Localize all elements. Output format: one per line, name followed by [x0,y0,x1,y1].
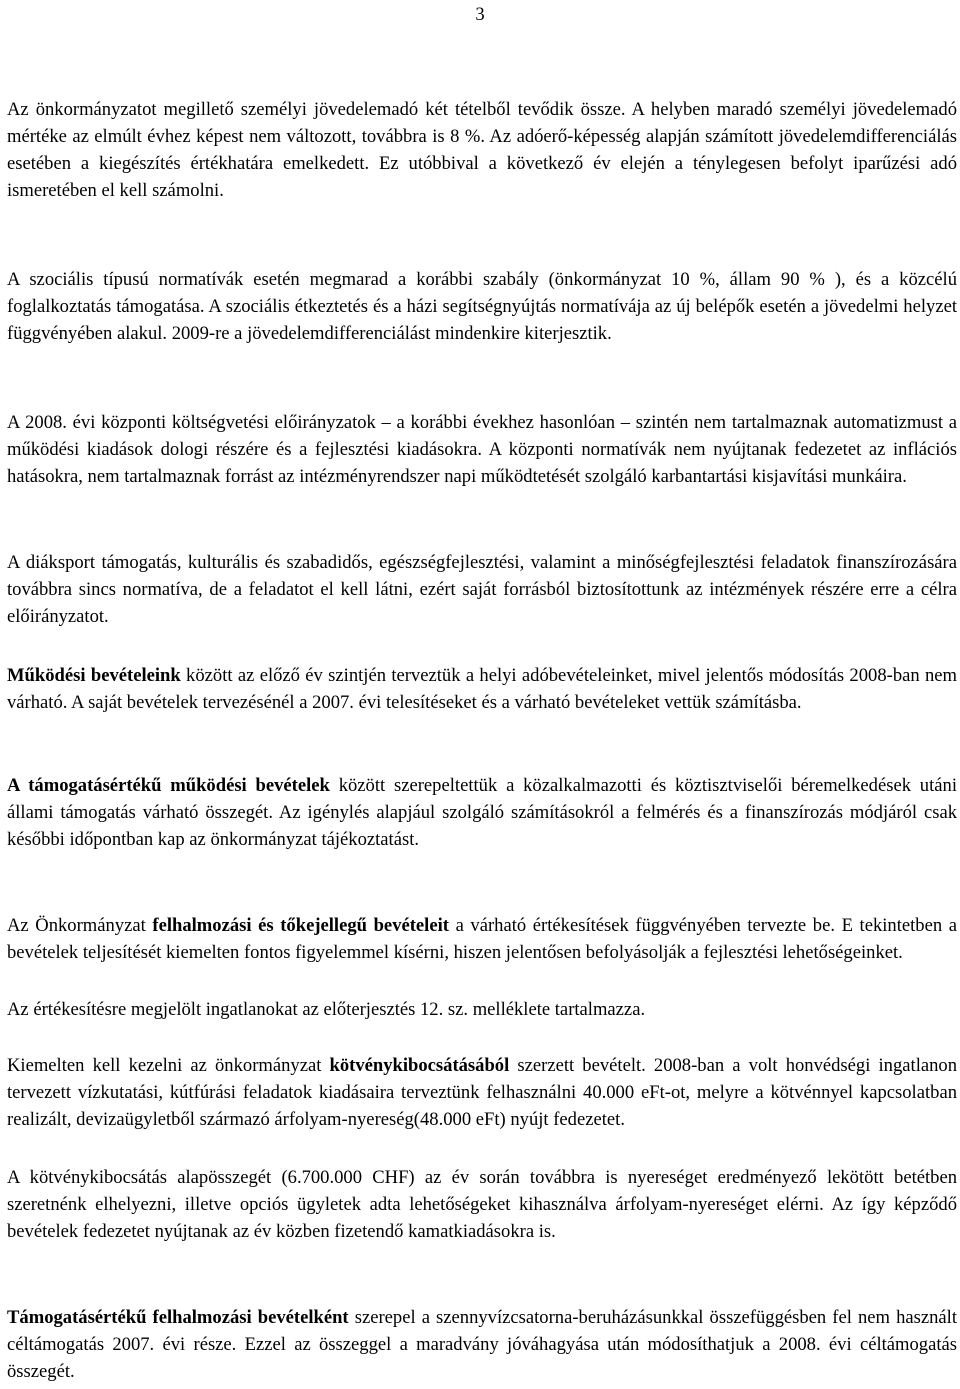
paragraph-szocialis-normativak [7,266,957,347]
paragraph-text: szerzett bevételt. 2008-ban a volt honvédségi ingatlanon tervezett vízkutatási, kútfúrási feladatok kiadásaira terveztünk felhasználni 40.000 eFt-ot, melyre a kötvénnyel kapcsolatban realizált, devizaügyletből származó árfolyam-nyereség(48.000 eFt) nyújt fedezetet. [7,1055,957,1130]
bold-term: Támogatásértékű felhalmozási bevételként [7,1307,349,1328]
paragraph-kotvenykibocsatas [7,1052,957,1133]
paragraph-kozponti-eloiranyzatok [7,409,957,490]
paragraph-text: A kötvénykibocsátás alapösszegét (6.700.000 CHF) az év során továbbra is nyereséget eredményező lekötött betétben szeretnénk elhelyezni, illetve opciós ügyletek adta lehetőségeket kihasználva árfolyam-nyereséget elérni. Az így képződő bevételek fedezetet nyújtanak az év közben fizetendő kamatkiadásokra is. [7,1167,957,1242]
bold-term: kötvénykibocsátásából [329,1055,510,1076]
paragraph-text: A 2008. évi központi költségvetési előirányzatok – a korábbi évekhez hasonlóan – szintén nem tartalmaznak automatizmust a működési kiadások dologi részére és a fejlesztési kiadásokra. A központi normatívák nem nyújtanak fedezetet az inflációs hatásokra, nem tartalmaznak forrást az intézményrendszer napi működtetését szolgáló karbantartási kisjavítási munkáira. [7,412,957,487]
bold-term: A támogatásértékű működési bevételek [7,775,330,796]
paragraph-tamogatasertekű-felhalmozasi [7,1304,957,1385]
paragraph-tamogatasertekű-mukodesi [7,772,957,853]
paragraph-text: Kiemelten kell kezelni az önkormányzat [7,1055,330,1076]
paragraph-mukodesi-bevetelek [7,662,957,716]
paragraph-text: A diáksport támogatás, kulturális és szabadidős, egészségfejlesztési, valamint a minőségfejlesztési feladatok finanszírozására továbbra sincs normatíva, de a feladatot el kell látni, ezért saját forrásból biztosítottunk az intézmények részére erre a célra előirányzatot. [7,552,957,627]
bold-term: felhalmozási és tőkejellegű bevételeit [152,915,449,936]
paragraph-text: között az előző év szintjén terveztük a helyi adóbevételeinket, mivel jelentős módosítás 2008-ban nem várható. A saját bevételek tervezésénél a 2007. évi telesítéseket és a várható bevételeket vettük számításba. [7,665,958,713]
paragraph-szja [7,96,957,204]
paragraph-text: Az önkormányzatot megillető személyi jövedelemadó két tételből tevődik össze. A helyben maradó személyi jövedelemadó mértéke az elmúlt évhez képest nem változott, továbbra is 8 %. Az adóerő-képesség alapján számított jövedelemdifferenciálás esetében a kiegészítés értékhatára emelkedett. Ez utóbbival a következő év elején a ténylegesen befolyt iparűzési adó ismeretében el kell számolni. [7,99,957,201]
paragraph-text: Az Önkormányzat [7,915,153,936]
paragraph-diaksport [7,549,957,630]
paragraph-text: között szerepeltettük a közalkalmazotti és köztisztviselői béremelkedések utáni állami támogatás várható összegét. Az igénylés alapjául szolgáló számításokról a felmérés és a finanszírozás módjáról csak későbbi időpontban kap az önkormányzat tájékoztatást. [7,775,957,850]
paragraph-felhalmozasi-bevetelek [7,912,957,966]
paragraph-text: szerepel a szennyvízcsatorna-beruházásunkkal összefüggésben fel nem használt céltámogatás 2007. évi része. Ezzel az összeggel a maradvány jóváhagyása után módosíthatjuk a 2008. évi céltámogatás összegét. [7,1307,958,1382]
page-number: 3 [475,4,485,25]
paragraph-text: Az értékesítésre megjelölt ingatlanokat az előterjesztés 12. sz. melléklete tartalmazza. [7,999,646,1020]
paragraph-ertekesites-melleklet [7,996,957,1023]
paragraph-text: A szociális típusú normatívák esetén megmarad a korábbi szabály (önkormányzat 10 %, állam 90 % ), és a közcélú foglalkoztatás támogatása. A szociális étkeztetés és a házi segítségnyújtás normatívája az új belépők esetén a jövedelmi helyzet függvényében alakul. 2009-re a jövedelemdifferenciálást mindenkire kiterjesztik. [7,269,957,344]
paragraph-kotveny-alaposszeg [7,1164,957,1245]
bold-term: Működési bevételeink [7,665,181,686]
paragraph-text: a várható értékesítések függvényében tervezte be. E tekintetben a bevételek teljesítését kiemelten fontos figyelemmel kísérni, hiszen jelentősen befolyásolják a fejlesztési lehetőségeinket. [7,915,958,963]
